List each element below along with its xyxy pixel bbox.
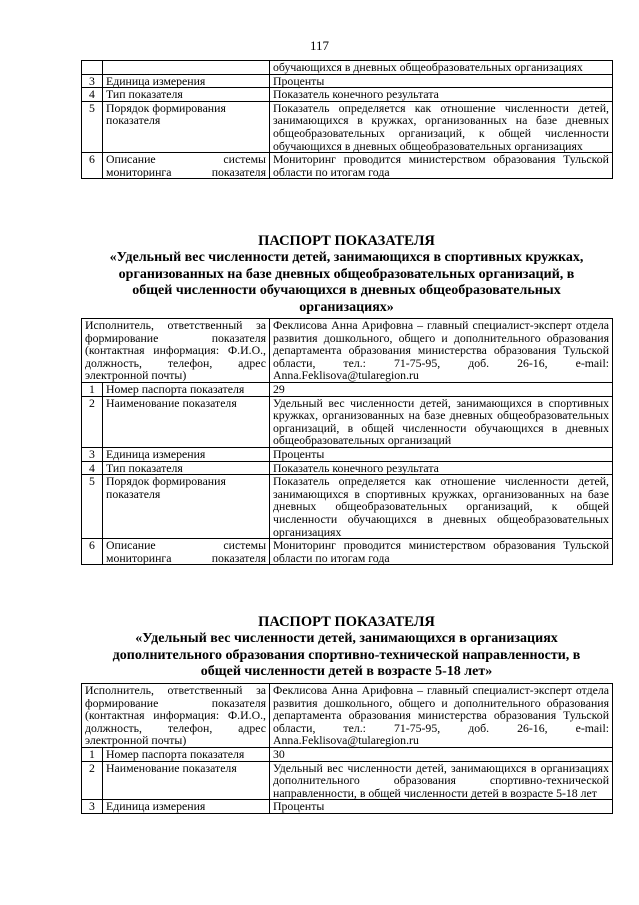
table-row [82, 800, 613, 814]
table-row [82, 396, 613, 447]
row-value: Мониторинг проводится министерством образования Тульской области по итогам года [270, 539, 613, 565]
row-value: Показатель определяется как отношение численности детей, занимающихся в кружках, организованных на базе дневных общеобразовательных организаций, к общей численности обучающихся в дневных общеобразовательных организациях [270, 101, 613, 152]
row-label: Наименование показателя [103, 396, 270, 447]
row-value: Показатель конечного результата [270, 88, 613, 102]
row-value: Удельный вес численности детей, занимающихся в спортивных кружках, организованных на базе дневных общеобразовательных организаций, в общей численности обучающихся в дневных общеобразовательных организаций [270, 396, 613, 447]
row-label: Единица измерения [103, 447, 270, 461]
row-label: Единица измерения [103, 800, 270, 814]
passport-heading: ПАСПОРТ ПОКАЗАТЕЛЯ [258, 614, 435, 630]
row-value: 29 [270, 382, 613, 396]
table-row [82, 153, 613, 179]
row-number: 6 [82, 539, 103, 565]
row-label [103, 61, 270, 75]
row-value: Показатель определяется как отношение численности детей, занимающихся в спортивных кружках, организованных на базе дневных общеобразовательных организаций, к общей численности обучающихся в дневных общеобразовательных организациях [270, 475, 613, 539]
table-row [82, 88, 613, 102]
row-label: Номер паспорта показателя [103, 382, 270, 396]
row-label: Тип показателя [103, 461, 270, 475]
row-label: Описание системы мониторинга показателя [103, 539, 270, 565]
row-label: Единица измерения [103, 74, 270, 88]
passport-table [81, 683, 613, 814]
row-label: Номер паспорта показателя [103, 747, 270, 761]
page-number: 117 [309, 38, 330, 53]
passport-subtitle: «Удельный вес численности детей, занимающихся в спортивных кружках, организованных на базе дневных общеобразовательных организаций, в общей численности обучающихся в дневных общеобразовательных организациях» [109, 249, 584, 316]
row-number: 3 [82, 447, 103, 461]
table-row [82, 101, 613, 152]
row-label: Тип показателя [103, 88, 270, 102]
row-number: 1 [82, 382, 103, 396]
passport-header [81, 614, 612, 681]
row-value: Проценты [270, 800, 613, 814]
passport-heading: ПАСПОРТ ПОКАЗАТЕЛЯ [258, 233, 435, 249]
passport-table [81, 318, 613, 565]
row-number: 6 [82, 153, 103, 179]
row-value: 30 [270, 747, 613, 761]
row-number: 2 [82, 396, 103, 447]
executor-value: Феклисова Анна Арифовна – главный специалист-эксперт отдела развития дошкольного, общего и дополнительного образования департамента образования министерства образования Тульской области, тел.: 71-75-95, доб. 26-16, e-mail: Anna.Feklisova@tularegion.ru [270, 319, 613, 383]
row-number: 3 [82, 800, 103, 814]
row-value: Проценты [270, 74, 613, 88]
table-row [82, 61, 613, 75]
table-row [82, 539, 613, 565]
row-number: 5 [82, 101, 103, 152]
table-row [82, 684, 613, 748]
row-value: Удельный вес численности детей, занимающихся в организациях дополнительного образования спортивно-технической направленности, в общей численности детей в возрасте 5-18 лет [270, 761, 613, 800]
row-number: 3 [82, 74, 103, 88]
row-label: Порядок формирования показателя [103, 475, 270, 539]
table-row [82, 319, 613, 383]
row-label: Описание системы мониторинга показателя [103, 153, 270, 179]
row-number: 4 [82, 88, 103, 102]
table-row [82, 461, 613, 475]
executor-label: Исполнитель, ответственный за формирование показателя (контактная информация: Ф.И.О., должность, телефон, адрес электронной почты) [82, 319, 270, 383]
row-number: 4 [82, 461, 103, 475]
table-row [82, 475, 613, 539]
executor-label: Исполнитель, ответственный за формирование показателя (контактная информация: Ф.И.О., должность, телефон, адрес электронной почты) [82, 684, 270, 748]
table-row [82, 761, 613, 800]
row-number: 1 [82, 747, 103, 761]
continuation-table [81, 60, 613, 179]
executor-value: Феклисова Анна Арифовна – главный специалист-эксперт отдела развития дошкольного, общего и дополнительного образования департамента образования министерства образования Тульской области, тел.: 71-75-95, доб. 26-16, e-mail: Anna.Feklisova@tularegion.ru [270, 684, 613, 748]
row-number: 2 [82, 761, 103, 800]
table-row [82, 74, 613, 88]
row-value: обучающихся в дневных общеобразовательных организациях [270, 61, 613, 75]
table-row [82, 747, 613, 761]
row-value: Проценты [270, 447, 613, 461]
passport-subtitle: «Удельный вес численности детей, занимающихся в организациях дополнительного образования спортивно-технической направленности, в общей численности детей в возрасте 5-18 лет» [112, 630, 581, 680]
row-label: Наименование показателя [103, 761, 270, 800]
row-number [82, 61, 103, 75]
row-value: Показатель конечного результата [270, 461, 613, 475]
row-number: 5 [82, 475, 103, 539]
table-row [82, 447, 613, 461]
table-row [82, 382, 613, 396]
row-label: Порядок формирования показателя [103, 101, 270, 152]
row-value: Мониторинг проводится министерством образования Тульской области по итогам года [270, 153, 613, 179]
passport-header [81, 233, 612, 317]
